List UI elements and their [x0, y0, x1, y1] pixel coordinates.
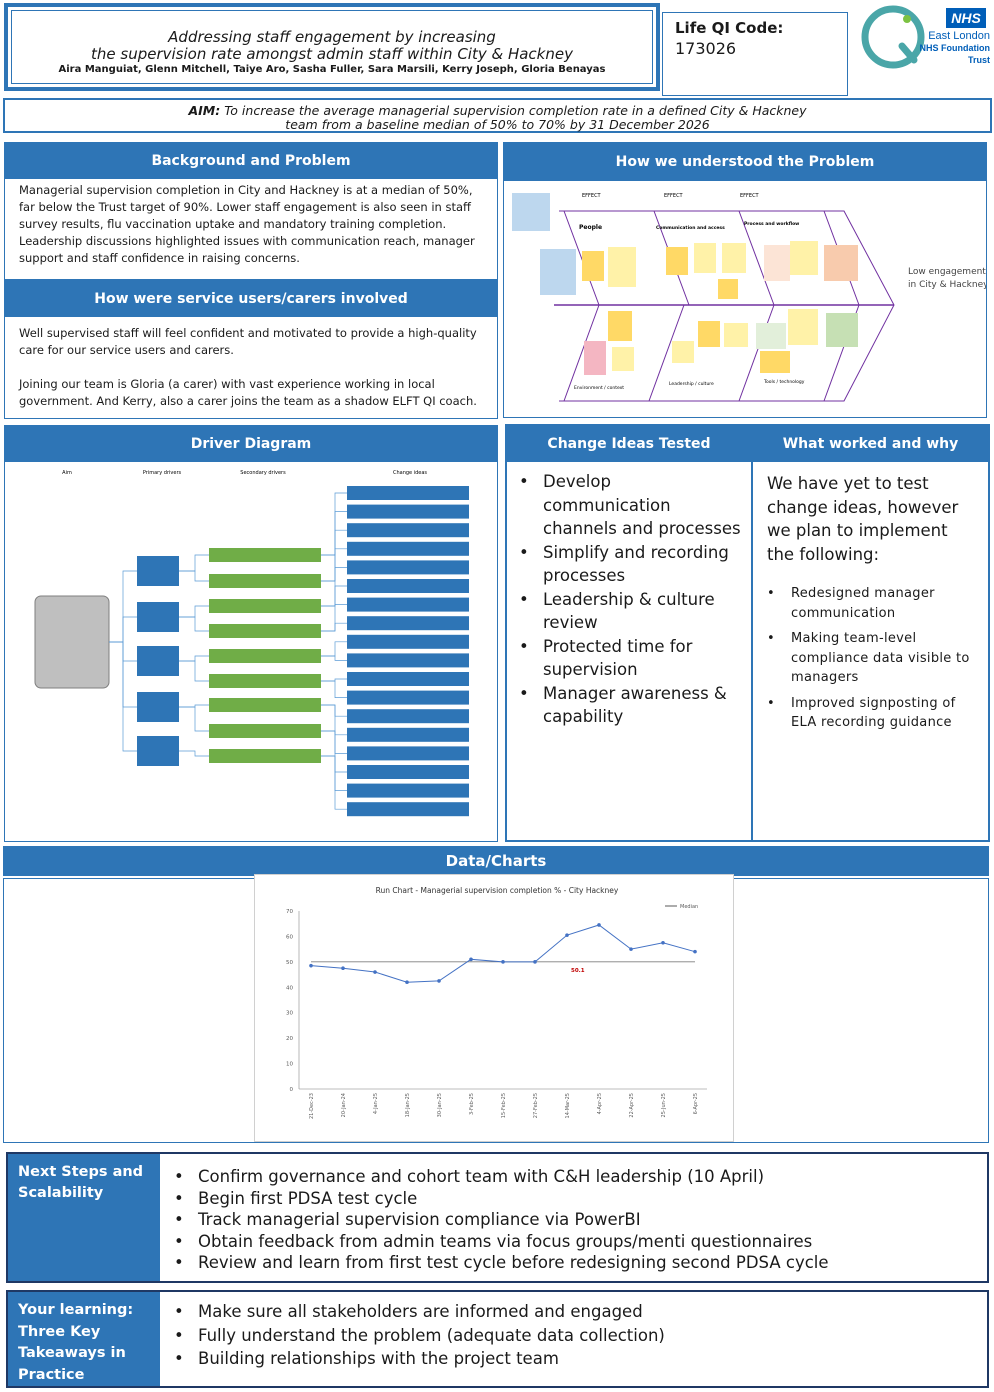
data-point [469, 958, 473, 962]
fishbone-cat-tools: Tools / technology [764, 380, 805, 385]
driver-col-aim: Aim [62, 470, 72, 476]
data-point [341, 966, 345, 970]
logo-area [858, 2, 992, 88]
fishbone-cat-leader: Leadership / culture [669, 382, 714, 387]
learning-panel [6, 1290, 989, 1388]
fishbone-col-2: EFFECT [664, 193, 683, 199]
change-idea-box [347, 784, 469, 798]
change-idea-box [347, 486, 469, 500]
aim-text: To increase the average managerial supervision completion rate in a defined City & Hackney [220, 103, 807, 118]
driver-col-secondary: Secondary drivers [240, 470, 286, 476]
change-idea-box [347, 653, 469, 667]
x-tick-label: 21-Dec-23 [309, 1093, 315, 1120]
next-step-item: • Confirm governance and cohort team with C&H leadership (10 April) [174, 1166, 829, 1188]
y-tick-label: 30 [286, 1010, 293, 1017]
x-tick-label: 3-Feb-25 [469, 1093, 475, 1116]
fishbone-cat-comm: Communication and access [656, 226, 725, 231]
next-steps-list [160, 1154, 839, 1281]
change-idea-box [347, 505, 469, 519]
data-point [309, 964, 313, 968]
x-tick-label: 27-Feb-25 [533, 1093, 539, 1119]
driver-col-change: Change ideas [392, 470, 428, 476]
primary-driver-box [137, 736, 179, 766]
run-chart [254, 874, 734, 1142]
change-idea-box [347, 523, 469, 537]
change-idea-box [347, 635, 469, 649]
x-tick-label: 15-Feb-25 [501, 1093, 507, 1119]
secondary-driver-box [209, 649, 321, 663]
secondary-driver-box [209, 624, 321, 638]
series-line [311, 925, 695, 982]
title-line-1: Addressing staff engagement by increasing [168, 28, 496, 46]
learning-list [160, 1292, 675, 1386]
nhs-logo: NHS [946, 8, 986, 28]
next-steps-label: Next Steps and Scalability [8, 1154, 160, 1281]
fishbone-cat-people: People [579, 224, 603, 231]
secondary-driver-box [209, 599, 321, 613]
learning-item: • Building relationships with the project team [174, 1347, 665, 1371]
fishbone-col-3: EFFECT [740, 193, 759, 199]
data-point [629, 947, 633, 951]
data-point [373, 970, 377, 974]
secondary-driver-box [209, 548, 321, 562]
median-label: 50.1 [571, 967, 585, 974]
y-tick-label: 10 [286, 1061, 293, 1068]
learning-item: • Make sure all stakeholders are informed and engaged [174, 1300, 665, 1324]
understood-heading: How we understood the Problem [504, 143, 986, 181]
driver-heading: Driver Diagram [5, 426, 497, 462]
change-idea-box [347, 802, 469, 816]
x-tick-label: 25-Jun-25 [661, 1093, 667, 1118]
change-idea-box [347, 542, 469, 556]
change-idea-box [347, 746, 469, 760]
qi-code-label: Life QI Code: [675, 19, 784, 37]
what-worked-item: • Making team-level compliance data visible to managers [767, 629, 978, 688]
qi-code-value: 173026 [675, 39, 737, 58]
trust-name [918, 30, 990, 66]
data-heading: Data/Charts [3, 846, 989, 876]
change-idea-box [347, 672, 469, 686]
y-tick-label: 50 [286, 959, 293, 966]
change-idea-box [347, 728, 469, 742]
trust-name-line1: East London [928, 30, 990, 42]
change-idea-box [347, 765, 469, 779]
data-point [437, 979, 441, 983]
trust-name-line2: NHS Foundation Trust [919, 43, 990, 65]
service-users-heading: How were service users/carers involved [5, 280, 497, 317]
change-idea-box [347, 616, 469, 630]
x-tick-label: 22-Apr-25 [629, 1093, 635, 1118]
x-tick-label: 6-Apr-25 [693, 1093, 699, 1115]
what-worked-item: • Redesigned manager communication [767, 584, 978, 623]
service-users-para2: Joining our team is Gloria (a carer) with vast experience working in local government. And Kerry, also a carer joins the team as a shadow ELFT QI coach. [19, 377, 477, 408]
what-worked-intro: We have yet to test change ideas, however we plan to implement the following: [767, 474, 959, 564]
primary-driver-box [137, 602, 179, 632]
x-tick-label: 18-Jan-25 [405, 1093, 411, 1118]
y-tick-label: 60 [286, 934, 293, 941]
next-step-item: • Track managerial supervision compliance via PowerBI [174, 1209, 829, 1231]
learning-label: Your learning: Three Key Takeaways in Practice [8, 1292, 160, 1386]
primary-driver-box [137, 646, 179, 676]
change-idea-box [347, 579, 469, 593]
change-idea-item: • Manager awareness & capability [517, 682, 743, 729]
change-idea-item: • Develop communication channels and processes [517, 470, 743, 541]
change-ideas-list [507, 462, 751, 729]
secondary-driver-box [209, 674, 321, 688]
what-worked-list [753, 566, 988, 733]
data-point [405, 980, 409, 984]
data-point [533, 960, 537, 964]
data-point [565, 933, 569, 937]
change-ideas-heading: Change Ideas Tested [507, 426, 751, 462]
driver-diagram [5, 462, 497, 840]
service-users-panel [4, 279, 498, 419]
learning-item: • Fully understand the problem (adequate data collection) [174, 1324, 665, 1348]
driver-col-primary: Primary drivers [142, 470, 182, 476]
secondary-driver-box [209, 698, 321, 712]
fishbone-effect-line1: Low engagement [908, 267, 986, 277]
y-tick-label: 20 [286, 1036, 293, 1043]
primary-driver-box [137, 556, 179, 586]
background-heading: Background and Problem [5, 143, 497, 179]
driver-aim-box [35, 596, 109, 688]
fishbone-col-1: EFFECT [582, 193, 601, 199]
chart-legend: Median [680, 904, 699, 910]
primary-driver-box [137, 692, 179, 722]
x-tick-label: 30-Jan-25 [437, 1093, 443, 1118]
aim-label: AIM: [188, 103, 221, 118]
fishbone-effect-line2: in City & Hackney [908, 280, 986, 290]
next-step-item: • Review and learn from first test cycle before redesigning second PDSA cycle [174, 1252, 829, 1274]
fishbone-cat-process: Process and workflow [744, 222, 800, 227]
change-idea-box [347, 560, 469, 574]
next-steps-panel [6, 1152, 989, 1283]
what-worked-panel [753, 424, 990, 842]
secondary-driver-box [209, 574, 321, 588]
driver-diagram-panel [4, 425, 498, 842]
chart-title: Run Chart - Managerial supervision completion % - City Hackney [375, 886, 619, 895]
fishbone-sticky-notes [512, 193, 858, 375]
x-tick-label: 4-Apr-25 [597, 1093, 603, 1115]
aim-statement [3, 98, 992, 133]
poster-title-box [4, 3, 660, 91]
what-worked-heading: What worked and why [753, 426, 988, 462]
change-idea-item: • Leadership & culture review [517, 588, 743, 635]
data-point [661, 941, 665, 945]
change-idea-box [347, 598, 469, 612]
title-line-2: the supervision rate amongst admin staff within City & Hackney [91, 45, 573, 63]
secondary-driver-box [209, 724, 321, 738]
data-point [501, 960, 505, 964]
y-tick-label: 40 [286, 985, 293, 992]
next-step-item: • Begin first PDSA test cycle [174, 1188, 829, 1210]
service-users-para1: Well supervised staff will feel confident and motivated to provide a high-quality care for our service users and carers. [19, 326, 477, 357]
data-point [693, 950, 697, 954]
what-worked-item: • Improved signposting of ELA recording guidance [767, 694, 978, 733]
x-tick-label: 20-Jan-24 [341, 1093, 347, 1118]
y-tick-label: 0 [289, 1087, 293, 1093]
data-point [597, 923, 601, 927]
change-ideas-panel [505, 424, 753, 842]
x-tick-label: 14-Mar-25 [565, 1093, 571, 1119]
understood-panel [503, 142, 987, 418]
fishbone-diagram [504, 181, 986, 417]
background-panel [4, 142, 498, 280]
aim-text-line2: team from a baseline median of 50% to 70% by 31 December 2026 [285, 117, 710, 132]
change-idea-item: • Simplify and recording processes [517, 541, 743, 588]
x-tick-label: 4-Jan-25 [373, 1093, 379, 1115]
y-tick-label: 70 [286, 909, 293, 915]
change-idea-item: • Protected time for supervision [517, 635, 743, 682]
qi-code-box [662, 12, 848, 96]
background-body: Managerial supervision completion in City and Hackney is at a median of 50%, far below the Trust target of 90%. Lower staff engagement is also seen in staff survey results, flu vaccination uptake and mandatory training completion. Leadership discussions highlighted issues with communication reach, manager support and staff confidence in raising concerns. [19, 183, 475, 265]
change-idea-box [347, 691, 469, 705]
fishbone-cat-env: Environment / context [574, 386, 625, 391]
change-idea-box [347, 709, 469, 723]
authors: Aira Manguiat, Glenn Mitchell, Taiye Aro, Sasha Fuller, Sara Marsili, Kerry Joseph, Gloria Benayas [58, 64, 606, 75]
secondary-driver-box [209, 749, 321, 763]
next-step-item: • Obtain feedback from admin teams via focus groups/menti questionnaires [174, 1231, 829, 1253]
